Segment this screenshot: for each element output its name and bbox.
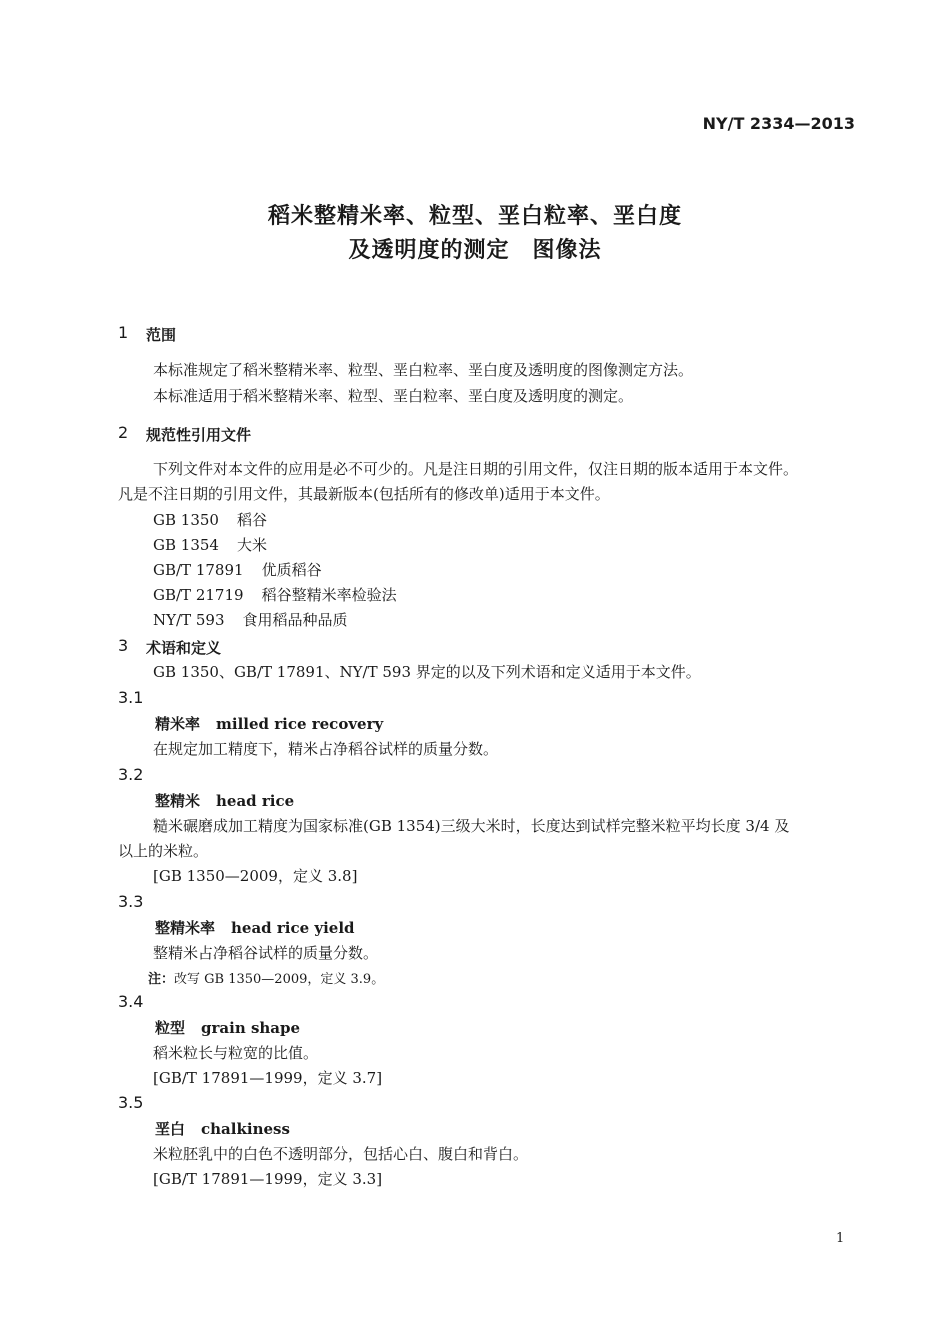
term-cn: 粒型	[155, 1019, 186, 1037]
document-title-line1: 稻米整精米率、粒型、垩白粒率、垩白度	[267, 204, 682, 229]
section-2-title: 规范性引用文件	[146, 426, 252, 444]
reference-name: 稻谷整精米率检验法	[261, 586, 397, 604]
reference-name: 稻谷	[236, 511, 267, 529]
reference-code: GB 1350	[153, 511, 219, 529]
term-cn: 垩白	[155, 1120, 186, 1138]
note-text: 改写 GB 1350—2009，定义 3.9。	[174, 972, 385, 987]
section-2-intro-line1: 下列文件对本文件的应用是必不可少的。凡是注日期的引用文件，仅注日期的版本适用于本文件。	[153, 460, 799, 478]
reference-name: 大米	[236, 536, 267, 554]
term-3-5-definition: 米粒胚乳中的白色不透明部分，包括心白、腹白和背白。	[153, 1145, 529, 1163]
term-en: chalkiness	[201, 1120, 290, 1138]
term-3-5-source: [GB/T 17891—1999，定义 3.3]	[153, 1170, 383, 1188]
term-3-3-note	[148, 968, 384, 987]
section-1-para-1: 本标准规定了稻米整精米率、粒型、垩白粒率、垩白度及透明度的图像测定方法。	[153, 361, 694, 379]
reference-name: 食用稻品种品质	[242, 611, 348, 629]
term-3-1-number: 3.1	[118, 688, 144, 707]
section-3-number: 3	[118, 636, 129, 655]
reference-item	[153, 609, 348, 630]
term-3-4-source: [GB/T 17891—1999，定义 3.7]	[153, 1069, 383, 1087]
term-3-2-definition-line1: 糙米碾磨成加工精度为国家标准(GB 1354)三级大米时，长度达到试样完整米粒平均长度 3/4 及	[153, 817, 790, 835]
reference-item	[153, 584, 397, 605]
term-en: grain shape	[201, 1019, 301, 1037]
note-label: 注：	[148, 972, 175, 987]
term-3-2-heading	[155, 790, 294, 811]
term-cn: 整精米率	[155, 919, 216, 937]
term-3-4-definition: 稻米粒长与粒宽的比值。	[153, 1044, 319, 1062]
term-3-3-definition: 整精米占净稻谷试样的质量分数。	[153, 944, 379, 962]
term-3-5-number: 3.5	[118, 1093, 144, 1112]
reference-code: GB/T 21719	[153, 586, 244, 604]
reference-item	[153, 559, 322, 580]
term-cn: 精米率	[155, 715, 201, 733]
section-3-intro: GB 1350、GB/T 17891、NY/T 593 界定的以及下列术语和定义适用于本文件。	[153, 663, 701, 681]
reference-code: GB 1354	[153, 536, 219, 554]
section-2-intro-line2: 凡是不注日期的引用文件，其最新版本(包括所有的修改单)适用于本文件。	[118, 485, 610, 503]
term-3-5-heading	[155, 1118, 290, 1139]
standard-code: NY/T 2334—2013	[702, 114, 855, 133]
document-title-line2: 及透明度的测定 图像法	[348, 238, 602, 263]
term-3-2-number: 3.2	[118, 765, 144, 784]
term-3-1-definition: 在规定加工精度下，精米占净稻谷试样的质量分数。	[153, 740, 499, 758]
section-3-title: 术语和定义	[146, 639, 222, 657]
term-en: head rice	[216, 792, 295, 810]
reference-code: NY/T 593	[153, 611, 225, 629]
term-3-3-number: 3.3	[118, 892, 144, 911]
section-1-para-2: 本标准适用于稻米整精米率、粒型、垩白粒率、垩白度及透明度的测定。	[153, 387, 634, 405]
reference-code: GB/T 17891	[153, 561, 244, 579]
term-3-4-number: 3.4	[118, 992, 144, 1011]
section-1-number: 1	[118, 323, 129, 342]
reference-item	[153, 534, 267, 555]
section-2-number: 2	[118, 423, 129, 442]
term-3-4-heading	[155, 1017, 300, 1038]
reference-name: 优质稻谷	[261, 561, 322, 579]
term-en: milled rice recovery	[216, 715, 384, 733]
section-1-title: 范围	[146, 326, 177, 344]
term-3-1-heading	[155, 713, 383, 734]
reference-item	[153, 509, 267, 530]
term-3-3-heading	[155, 917, 355, 938]
term-cn: 整精米	[155, 792, 201, 810]
term-en: head rice yield	[231, 919, 355, 937]
term-3-2-source: [GB 1350—2009，定义 3.8]	[153, 867, 358, 885]
page-number: 1	[836, 1231, 845, 1246]
term-3-2-definition-line2: 以上的米粒。	[118, 842, 209, 860]
